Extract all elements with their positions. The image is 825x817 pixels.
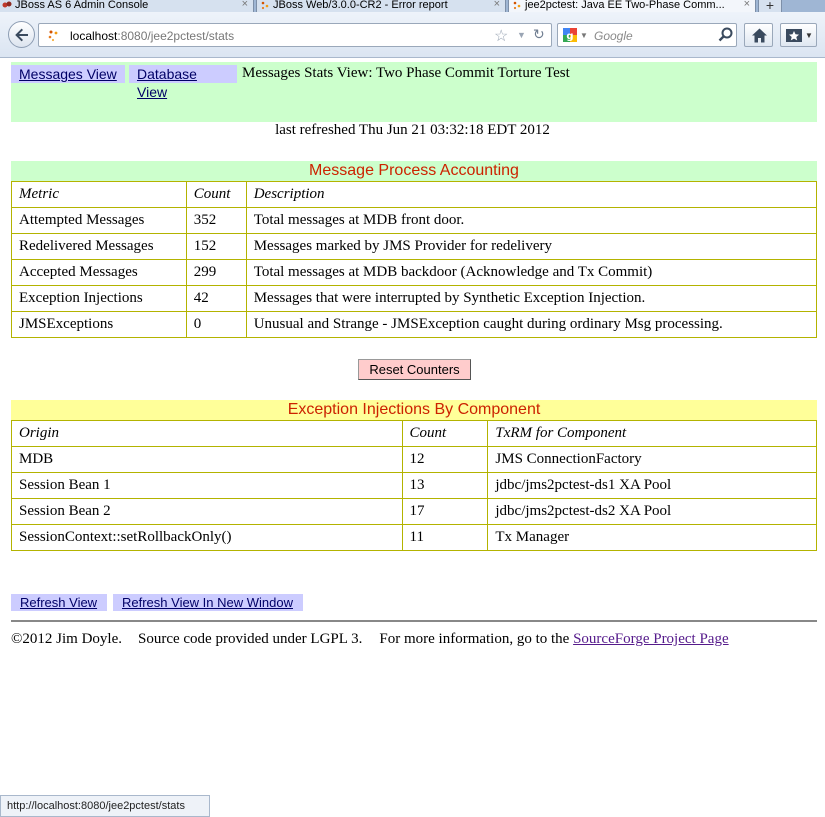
txrm-cell: JMS ConnectionFactory — [488, 447, 817, 473]
tab-title: JBoss Web/3.0.0-CR2 - Error report — [273, 0, 448, 11]
url-path: :8080/jee2pctest/stats — [117, 29, 235, 43]
refresh-view-link[interactable]: Refresh View — [11, 594, 107, 611]
table-row — [12, 234, 817, 260]
table-row — [12, 447, 817, 473]
refresh-view-new-window-link[interactable]: Refresh View In New Window — [113, 594, 303, 611]
address-bar[interactable] — [38, 23, 552, 47]
count-cell: 152 — [186, 234, 246, 260]
tab-strip — [0, 0, 825, 12]
table-row — [12, 473, 817, 499]
origin-cell: SessionContext::setRollbackOnly() — [12, 525, 403, 551]
metric-cell: JMSExceptions — [12, 312, 187, 338]
search-input[interactable]: Google — [594, 29, 633, 43]
tab-jboss-admin-console[interactable] — [0, 0, 254, 12]
txrm-cell: Tx Manager — [488, 525, 817, 551]
metric-cell: Redelivered Messages — [12, 234, 187, 260]
origin-cell: MDB — [12, 447, 403, 473]
tab-title: JBoss AS 6 Admin Console — [15, 0, 149, 11]
table-row — [12, 499, 817, 525]
page-title: Messages Stats View: Two Phase Commit Torture Test — [242, 65, 570, 81]
reset-counters-button[interactable]: Reset Counters — [358, 359, 471, 380]
bookmarks-menu-button[interactable] — [780, 23, 817, 47]
column-header: Count — [402, 421, 488, 447]
description-cell: Unusual and Strange - JMSException caught during ordinary Msg processing. — [246, 312, 816, 338]
chevron-down-icon: ▼ — [805, 31, 813, 40]
table-row — [12, 208, 817, 234]
svg-text:g: g — [566, 31, 574, 42]
table-row — [12, 260, 817, 286]
origin-cell: Session Bean 1 — [12, 473, 403, 499]
info-text: For more information, go to the — [379, 631, 570, 647]
metric-cell: Exception Injections — [12, 286, 187, 312]
google-icon — [562, 27, 578, 43]
copyright-text: ©2012 Jim Doyle. — [11, 631, 122, 647]
table-row — [12, 312, 817, 338]
search-bar[interactable] — [557, 23, 737, 47]
txrm-cell: jdbc/jms2pctest-ds1 XA Pool — [488, 473, 817, 499]
table-header-row — [12, 182, 817, 208]
metric-cell: Accepted Messages — [12, 260, 187, 286]
loading-favicon-icon — [512, 0, 522, 10]
loading-favicon-icon — [260, 0, 270, 10]
search-engine-dropdown-icon[interactable]: ▼ — [580, 31, 588, 40]
jboss-favicon-icon — [2, 0, 12, 10]
description-cell: Messages that were interrupted by Synthetic Exception Injection. — [246, 286, 816, 312]
accounting-table — [11, 181, 817, 338]
description-cell: Total messages at MDB front door. — [246, 208, 816, 234]
column-header: Description — [246, 182, 816, 208]
count-cell: 0 — [186, 312, 246, 338]
license-text: Source code provided under LGPL 3. — [137, 631, 363, 647]
origin-cell: Session Bean 2 — [12, 499, 403, 525]
table-row — [12, 525, 817, 551]
page-content — [0, 59, 825, 794]
footer-divider — [11, 620, 817, 622]
site-favicon-icon — [47, 29, 61, 43]
bookmarks-menu-icon — [785, 28, 803, 43]
column-header: Metric — [12, 182, 187, 208]
table-header-row — [12, 421, 817, 447]
home-icon — [751, 27, 768, 44]
count-cell: 12 — [402, 447, 488, 473]
database-view-link[interactable]: Database View — [129, 65, 237, 83]
messages-view-link[interactable]: Messages View — [11, 65, 125, 83]
page-header — [11, 62, 817, 122]
footer-text — [11, 631, 729, 648]
last-refreshed-text: last refreshed Thu Jun 21 03:32:18 EDT 2012 — [275, 122, 550, 138]
back-arrow-icon — [14, 27, 30, 43]
count-cell: 11 — [402, 525, 488, 551]
column-header: Origin — [12, 421, 403, 447]
tab-jee2pctest[interactable] — [508, 0, 756, 12]
tab-close-icon[interactable]: × — [493, 0, 500, 10]
column-header: TxRM for Component — [488, 421, 817, 447]
description-cell: Total messages at MDB backdoor (Acknowledge and Tx Commit) — [246, 260, 816, 286]
tab-jboss-web-error[interactable] — [256, 0, 506, 12]
tab-title: jee2pctest: Java EE Two-Phase Comm... — [525, 0, 725, 11]
new-tab-button[interactable]: + — [758, 0, 782, 12]
bookmark-star-icon[interactable]: ☆ — [494, 28, 509, 45]
url-text[interactable] — [70, 29, 234, 43]
count-cell: 13 — [402, 473, 488, 499]
metric-cell: Attempted Messages — [12, 208, 187, 234]
url-history-dropdown-icon[interactable]: ▼ — [517, 30, 526, 40]
url-host: localhost — [70, 29, 118, 43]
description-cell: Messages marked by JMS Provider for redelivery — [246, 234, 816, 260]
injections-table — [11, 420, 817, 551]
tab-close-icon[interactable]: × — [241, 0, 248, 10]
count-cell: 352 — [186, 208, 246, 234]
accounting-caption: Message Process Accounting — [11, 161, 817, 181]
navigation-toolbar — [0, 12, 825, 58]
column-header: Count — [186, 182, 246, 208]
home-button[interactable] — [744, 23, 773, 47]
back-button[interactable] — [8, 21, 35, 48]
injections-caption: Exception Injections By Component — [11, 400, 817, 420]
status-bar-url: http://localhost:8080/jee2pctest/stats — [0, 795, 210, 817]
sourceforge-project-link[interactable]: SourceForge Project Page — [573, 631, 729, 647]
reload-icon[interactable]: ↻ — [533, 27, 545, 43]
txrm-cell: jdbc/jms2pctest-ds2 XA Pool — [488, 499, 817, 525]
tab-close-icon[interactable]: × — [743, 0, 750, 10]
table-row — [12, 286, 817, 312]
count-cell: 299 — [186, 260, 246, 286]
count-cell: 17 — [402, 499, 488, 525]
count-cell: 42 — [186, 286, 246, 312]
search-magnifier-icon[interactable] — [717, 26, 735, 44]
